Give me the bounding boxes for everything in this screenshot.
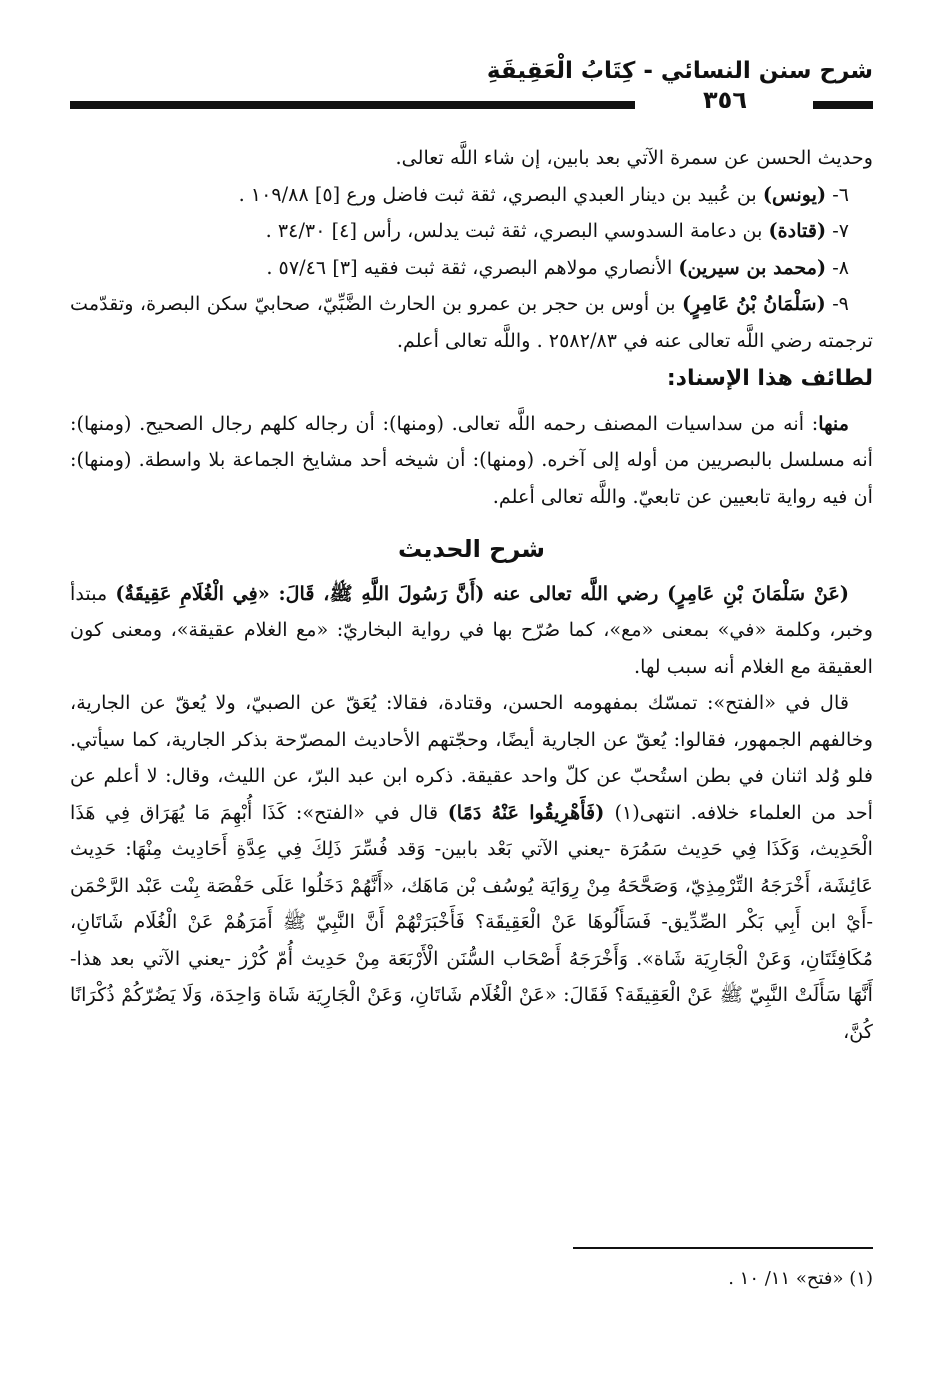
sharh-paragraph-2: قال في «الفتح»: تمسّك بمفهومه الحسن، وقتادة، فقالا: يُعَقّ عن الصبيّ، ولا يُعقّ عن الجارية، وخالفهم الجمهور، فقالوا: يُعقّ عن الجارية أيضًا، وحجّتهم الأحاديث المصرّحة بذكر الجارية، كما سيأتي. فلو وُلد اثنان في بطن استُحبّ عن كلّ واحد عقيقة. ذكره ابن عبد البرّ، عن الليث، وقال: لا أعلم عن أحد من العلماء خلافه. انتهى(١) (فَأَهْرِيقُوا عَنْهُ دَمًا) قال في «الفتح»: كَذَا أُبْهِمَ مَا يُهَرَاق فِي هَذَا الْحَدِيث، وَكَذَا فِي حَدِيث سَمُرَة -يعني الآتي بَعْد بابين- وَقد فُسِّرَ ذَلِكَ فِي عِدَّةِ أَحَادِيث مِنْهَا: حَدِيث عَائِشَة، أَخْرَجَهُ التِّرْمِذِيّ، وَصَحَّحَهُ مِنْ رِوَايَة يُوسُف بْن مَاهَك، «أَنَّهُمْ دَخَلُوا عَلَى حَفْصَة بِنْت عَبْد الرَّحْمَن -أَيْ ابن أَبِي بَكْر الصِّدِّيق- فَسَأَلُوهَا عَنْ الْعَقِيقَة؟ فَأَخْبَرَتْهُمْ أَنَّ النَّبِيّ ﷺ أَمَرَهُمْ عَنْ الْغُلَام شَاتَانِ، مُكَافِئَتَانِ، وَعَنْ الْجَارِيَة شَاة». وَأَخْرَجَهُ أَصْحَاب السُّنَن الْأَرْبَعَة مِنْ حَدِيث أُمّ كُرْز -يعني الآتي بعد هذا- أَنَّهَا سَأَلَتْ النَّبِيّ ﷺ عَنْ الْعَقِيقَة؟ فَقَالَ: «عَنْ الْغُلَام شَاتَانِ، وَعَنْ الْجَارِيَة شَاة وَاحِدَة، وَلَا يَضُرّكُمْ ذُكْرَانًا كُنَّ،: [70, 691, 874, 1043]
header-rule-long: [70, 101, 635, 109]
narrator-7: ٧- (قتادة) بن دعامة السدوسي البصري، ثقة ثبت يدلس، رأس [٤] ٣٤/٣٠ .: [265, 219, 849, 242]
running-title: شرح سنن النسائي - كِتَابُ الْعَقِيقَةِ: [486, 58, 873, 84]
narrator-name: (يونس): [762, 182, 827, 206]
page-number: ٣٥٦: [703, 86, 747, 114]
narrator-name: (سَلْمَانُ بْنُ عَامِرٍ): [682, 292, 826, 315]
narrator-name: (قتادة): [768, 219, 827, 242]
narrator-9: ٩- (سَلْمَانُ بْنُ عَامِرٍ) بن أوس بن حجر بن عمرو بن الحارث الضَّبِّيّ، صحابيّ سكن البصرة، وتقدّمت ترجمته رضي اللَّه تعالى عنه في ٢٥٨٢/٨٣ . واللَّه تعالى أعلم.: [70, 292, 873, 352]
header-rule-row: [70, 86, 873, 122]
sharh-paragraph-1: (عَنْ سَلْمَانَ بْنِ عَامِرٍ) رضي اللَّه تعالى عنه (أَنَّ رَسُولَ اللَّهِ ﷺ، قَالَ: «فِي الْغُلَامِ عَقِيقَةٌ) مبتدأ وخبر، وكلمة «في» بمعنى «مع»، كما صُرّح بها في رواية البخاريّ: «مع الغلام عقيقة»، ومعنى كون العقيقة مع الغلام أنه سبب لها.: [70, 581, 873, 678]
narrator-6: ٦- (يونس) بن عُبيد بن دينار العبدي البصري، ثقة ثبت فاضل ورع [٥] ١٠٩/٨٨ .: [238, 182, 849, 206]
narrator-8: ٨- (محمد بن سيرين) الأنصاري مولاهم البصري، ثقة ثبت فقيه [٣] ٥٧/٤٦ .: [266, 255, 849, 279]
page-body: [70, 140, 873, 1050]
lataif-heading: لطائف هذا الإسناد:: [666, 366, 873, 391]
sharh-heading: شرح الحديث: [398, 535, 545, 563]
lataif-paragraph: منها: أنه من سداسيات المصنف رحمه اللَّه تعالى. (ومنها): أن رجاله كلهم رجال الصحيح. (ومنها): أنه مسلسل بالبصريين من أوله إلى آخره. (ومنها): أن شيخه أحد مشايخ الجماعة بلا واسطة. (ومنها): أن فيه رواية تابعيين عن تابعيّ. واللَّه تعالى أعلم.: [70, 411, 873, 508]
narrator-name: (محمد بن سيرين): [678, 255, 827, 279]
header-rule-short: [813, 101, 873, 109]
footnote-separator: [573, 1247, 873, 1249]
footnote: (١) «فتح» ١١/ ١٠ .: [728, 1268, 873, 1289]
intro-paragraph: وحديث الحسن عن سمرة الآتي بعد بابين، إن شاء اللَّه تعالى.: [395, 146, 873, 169]
